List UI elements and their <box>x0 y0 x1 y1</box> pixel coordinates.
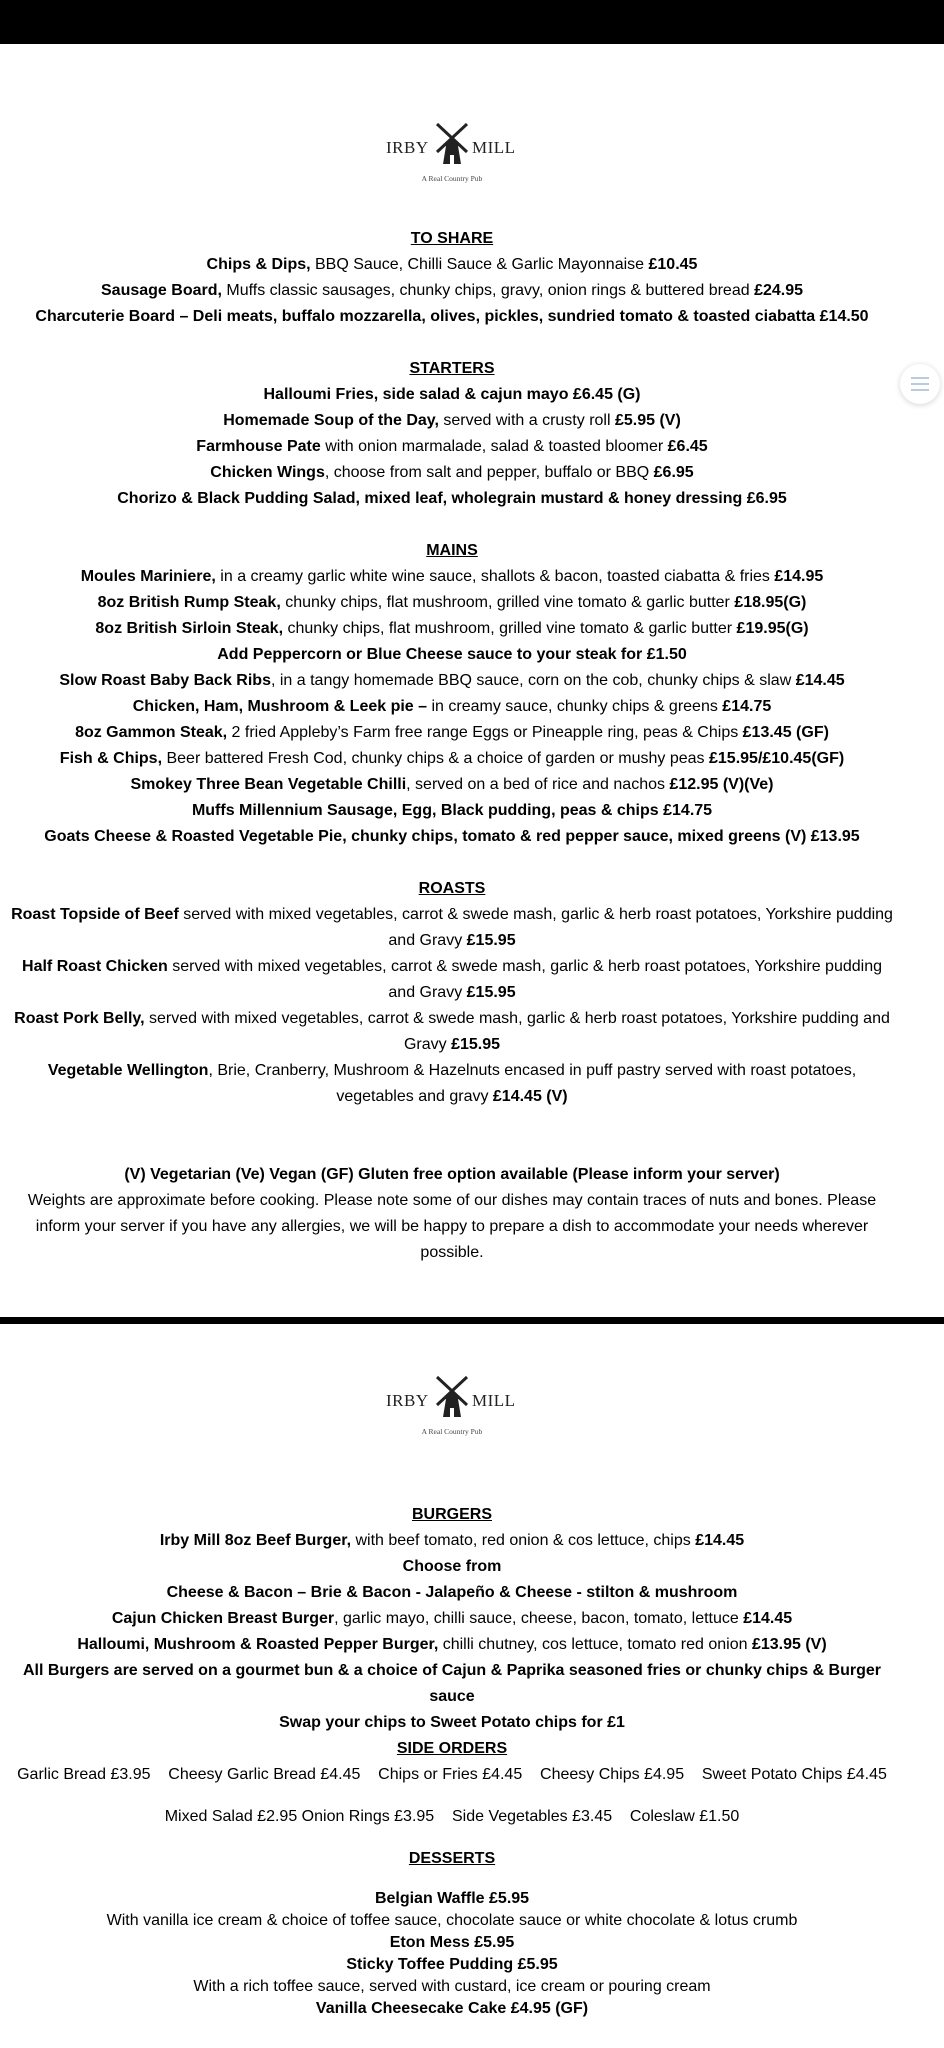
menu-item: Cheese & Bacon – Brie & Bacon - Jalapeño & Cheese - stilton & mushroom <box>166 1584 738 1601</box>
starters-list <box>0 382 904 512</box>
side-orders-row: Garlic Bread £3.95 Cheesy Garlic Bread £4.45 Chips or Fries £4.45 Cheesy Chips £4.95 Sweet Potato Chips £4.45 <box>17 1766 887 1783</box>
menu-item: 8oz Gammon Steak, 2 fried Appleby’s Farm free range Eggs or Pineapple ring, peas & Chips £13.45 (GF) <box>75 724 829 741</box>
top-black-bar <box>0 0 944 44</box>
burgers-list <box>0 1528 904 1710</box>
menu-line <box>911 377 929 379</box>
menu-item: Slow Roast Baby Back Ribs, in a tangy homemade BBQ sauce, corn on the cob, chunky chips & slaw £14.45 <box>59 672 845 689</box>
menu-item: Sausage Board, Muffs classic sausages, chunky chips, gravy, onion rings & buttered bread £24.95 <box>101 282 803 299</box>
to-share-list <box>0 252 904 330</box>
menu-item: Roast Topside of Beef served with mixed vegetables, carrot & swede mash, garlic & herb roast potatoes, Yorkshire pudding and Gravy £15.95 <box>11 906 893 949</box>
menu-item: All Burgers are served on a gourmet bun & a choice of Cajun & Paprika seasoned fries or chunky chips & Burger sauce <box>22 1662 881 1705</box>
menu-line <box>911 383 929 385</box>
menu-item: Half Roast Chicken served with mixed vegetables, carrot & swede mash, garlic & herb roast potatoes, Yorkshire pudding and Gravy £15.95 <box>22 958 882 1001</box>
dessert-name: Eton Mess £5.95 <box>389 1934 515 1951</box>
menu-item: Chorizo & Black Pudding Salad, mixed leaf, wholegrain mustard & honey dressing £6.95 <box>117 490 787 507</box>
menu-item: Irby Mill 8oz Beef Burger, with beef tomato, red onion & cos lettuce, chips £14.45 <box>159 1532 745 1549</box>
menu-item: Roast Pork Belly, served with mixed vegetables, carrot & swede mash, garlic & herb roast potatoes, Yorkshire pudding and Gravy £15.95 <box>14 1010 890 1053</box>
menu-item: Moules Mariniere, in a creamy garlic white wine sauce, shallots & bacon, toasted ciabatta & fries £14.95 <box>80 568 824 585</box>
windmill-icon <box>433 122 471 166</box>
dessert-name: Belgian Waffle £5.95 <box>374 1890 530 1907</box>
mains-list <box>0 564 904 850</box>
menu-item: Goats Cheese & Roasted Vegetable Pie, chunky chips, tomato & red pepper sauce, mixed greens (V) £13.95 <box>44 828 860 845</box>
brand-tagline: A Real Country Pub <box>421 174 483 183</box>
section-heading-to-share: TO SHARE <box>410 230 494 247</box>
menu-item: Chicken, Ham, Mushroom & Leek pie – in creamy sauce, chunky chips & greens £14.75 <box>132 698 772 715</box>
brand-logo <box>372 1381 532 1445</box>
section-heading-side-orders: SIDE ORDERS <box>396 1740 508 1757</box>
brand-tagline: A Real Country Pub <box>421 1427 483 1436</box>
dessert-name: Sticky Toffee Pudding £5.95 <box>346 1956 558 1973</box>
windmill-icon <box>433 1375 471 1419</box>
menu-item: Farmhouse Pate with onion marmalade, salad & toasted bloomer £6.45 <box>196 438 708 455</box>
menu-item: Vegetable Wellington, Brie, Cranberry, Mushroom & Hazelnuts encased in puff pastry served with roast potatoes, vegetables and gravy £14.45 (V) <box>47 1062 857 1105</box>
menu-item: Homemade Soup of the Day, served with a crusty roll £5.95 (V) <box>223 412 681 429</box>
hamburger-menu-icon[interactable] <box>900 364 940 404</box>
menu-page-2 <box>0 1502 904 2020</box>
section-heading-roasts: ROASTS <box>418 880 486 897</box>
menu-item: Charcuterie Board – Deli meats, buffalo mozzarella, olives, pickles, sundried tomato & toasted ciabatta £14.50 <box>35 308 869 325</box>
menu-page-1 <box>0 226 904 1266</box>
swap-note: Swap your chips to Sweet Potato chips for £1 <box>279 1714 625 1731</box>
brand-name-right: MILL <box>472 1391 516 1410</box>
menu-item: Smokey Three Bean Vegetable Chilli, served on a bed of rice and nachos £12.95 (V)(Ve) <box>130 776 774 793</box>
dessert-name: Vanilla Cheesecake Cake £4.95 (GF) <box>315 2000 589 2017</box>
brand-name-right: MILL <box>472 138 516 157</box>
allergy-notice: Weights are approximate before cooking. Please note some of our dishes may contain traces of nuts and bones. Please inform your server if you have any allergies, we will be happy to prepare a dish to accommodate your needs wherever possible. <box>27 1192 877 1261</box>
menu-item: Fish & Chips, Beer battered Fresh Cod, chunky chips & a choice of garden or mushy peas £15.95/£10.45(GF) <box>59 750 845 767</box>
side-orders-row: Mixed Salad £2.95 Onion Rings £3.95 Side Vegetables £3.45 Coleslaw £1.50 <box>164 1808 740 1825</box>
roasts-list <box>0 902 904 1110</box>
menu-item: Chips & Dips, BBQ Sauce, Chilli Sauce & Garlic Mayonnaise £10.45 <box>206 256 698 273</box>
section-heading-desserts: DESSERTS <box>408 1850 496 1867</box>
section-heading-burgers: BURGERS <box>411 1506 492 1523</box>
menu-item: Halloumi, Mushroom & Roasted Pepper Burger, chilli chutney, cos lettuce, tomato red onion £13.95 (V) <box>77 1636 827 1653</box>
brand-logo <box>372 128 532 192</box>
dessert-description: With a rich toffee sauce, served with custard, ice cream or pouring cream <box>193 1978 711 1995</box>
dietary-legend: (V) Vegetarian (Ve) Vegan (GF) Gluten free option available (Please inform your server) <box>124 1166 780 1183</box>
menu-line <box>911 389 929 391</box>
menu-item: Halloumi Fries, side salad & cajun mayo £6.45 (G) <box>263 386 641 403</box>
section-heading-mains: MAINS <box>426 542 478 559</box>
dessert-description: With vanilla ice cream & choice of toffee sauce, chocolate sauce or white chocolate & lotus crumb <box>106 1912 798 1929</box>
menu-item: Chicken Wings, choose from salt and pepper, buffalo or BBQ £6.95 <box>210 464 694 481</box>
menu-item: Cajun Chicken Breast Burger, garlic mayo, chilli sauce, cheese, bacon, tomato, lettuce £14.45 <box>111 1610 793 1627</box>
desserts-list <box>0 1888 904 2020</box>
page-divider <box>0 1317 944 1324</box>
brand-name-left: IRBY <box>386 1391 429 1410</box>
menu-item: Muffs Millennium Sausage, Egg, Black pudding, peas & chips £14.75 <box>191 802 713 819</box>
menu-item: Add Peppercorn or Blue Cheese sauce to your steak for £1.50 <box>217 646 687 663</box>
menu-item: 8oz British Rump Steak, chunky chips, flat mushroom, grilled vine tomato & garlic butter £18.95(G) <box>97 594 807 611</box>
section-heading-starters: STARTERS <box>409 360 495 377</box>
brand-name-left: IRBY <box>386 138 429 157</box>
menu-item: 8oz British Sirloin Steak, chunky chips, flat mushroom, grilled vine tomato & garlic butter £19.95(G) <box>95 620 809 637</box>
menu-item: Choose from <box>402 1558 502 1575</box>
